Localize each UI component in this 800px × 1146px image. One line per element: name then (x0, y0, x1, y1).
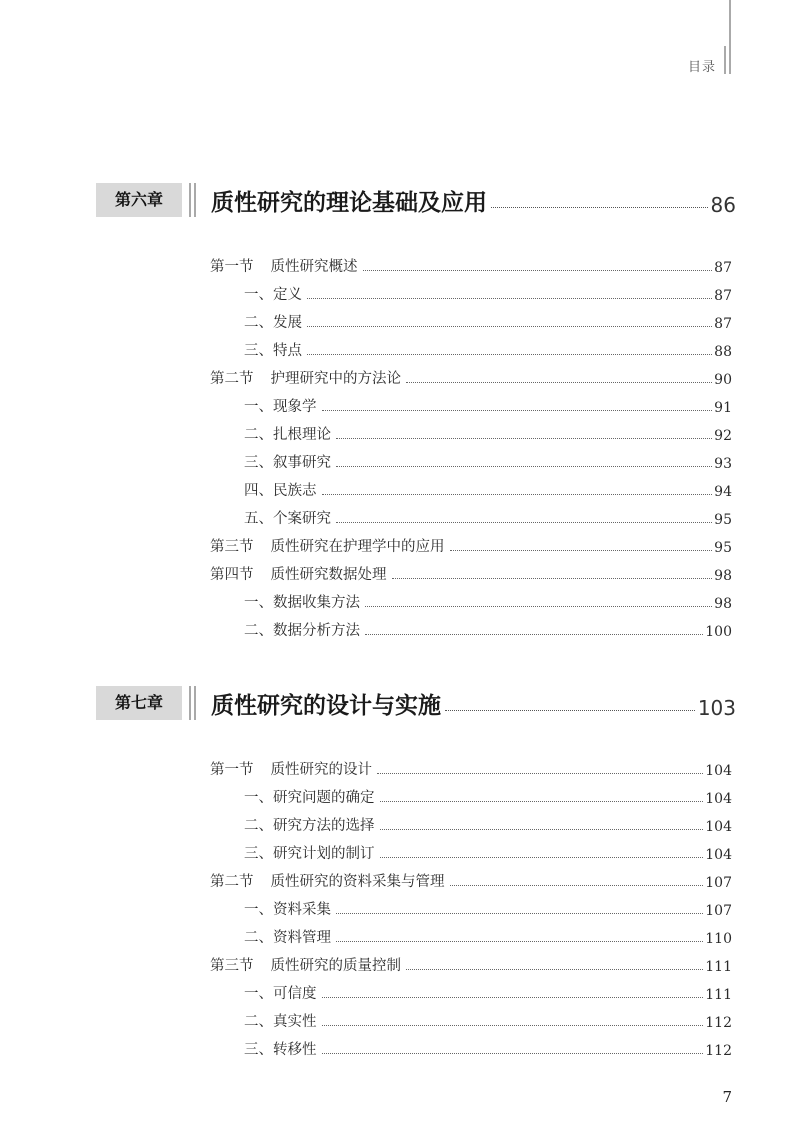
chapter-heading[interactable] (96, 183, 736, 219)
page-number: 7 (722, 1088, 732, 1106)
section-label: 第三节 (210, 958, 254, 974)
dot-leader (406, 969, 703, 970)
entry-title: 二、发展 (244, 315, 302, 331)
entry-page-number: 110 (705, 931, 732, 947)
entry-title: 质性研究概述 (270, 259, 358, 275)
toc-section-entry[interactable] (210, 955, 732, 975)
dot-leader (491, 207, 708, 208)
entry-page-number: 95 (714, 512, 732, 528)
entry-page-number: 112 (705, 1043, 732, 1059)
toc-item-entry[interactable] (244, 424, 732, 444)
toc-section-entry[interactable] (210, 536, 732, 556)
header-rule (724, 46, 726, 74)
dot-leader (322, 1053, 704, 1054)
toc-item-entry[interactable] (244, 843, 732, 863)
entry-page-number: 107 (705, 875, 732, 891)
entry-page-number: 91 (714, 400, 732, 416)
entry-title: 质性研究在护理学中的应用 (270, 539, 445, 555)
section-label: 第一节 (210, 259, 254, 275)
dot-leader (380, 801, 704, 802)
section-label: 第二节 (210, 874, 254, 890)
entry-title: 一、现象学 (244, 399, 317, 415)
toc-item-entry[interactable] (244, 480, 732, 500)
toc-item-entry[interactable] (244, 508, 732, 528)
entry-title: 一、研究问题的确定 (244, 790, 375, 806)
dot-leader (450, 885, 704, 886)
entry-page-number: 93 (714, 456, 732, 472)
toc-item-entry[interactable] (244, 396, 732, 416)
toc-section-entry[interactable] (210, 871, 732, 891)
entry-page-number: 104 (705, 791, 732, 807)
chapter-rule (189, 686, 191, 720)
toc-item-entry[interactable] (244, 592, 732, 612)
entry-title: 质性研究的质量控制 (270, 958, 401, 974)
dot-leader (380, 857, 704, 858)
entry-page-number: 87 (714, 260, 732, 276)
entry-page-number: 100 (705, 624, 732, 640)
toc-item-entry[interactable] (244, 927, 732, 947)
chapter-page-number: 86 (710, 193, 736, 217)
entry-title: 三、研究计划的制订 (244, 846, 375, 862)
entry-title: 二、扎根理论 (244, 427, 331, 443)
chapter-title-line (211, 686, 736, 720)
entry-page-number: 104 (705, 819, 732, 835)
toc-item-entry[interactable] (244, 899, 732, 919)
entry-title: 四、民族志 (244, 483, 317, 499)
dot-leader (365, 606, 712, 607)
entry-page-number: 90 (714, 372, 732, 388)
entry-title: 质性研究数据处理 (270, 567, 387, 583)
entry-title: 一、可信度 (244, 986, 317, 1002)
toc-section-entry[interactable] (210, 564, 732, 584)
section-label: 第一节 (210, 762, 254, 778)
chapter-title-line (211, 183, 736, 217)
chapter-label-box: 第六章 (96, 183, 182, 217)
toc-item-entry[interactable] (244, 340, 732, 360)
running-head: 目录 (687, 60, 716, 75)
dot-leader (336, 438, 712, 439)
dot-leader (365, 634, 703, 635)
dot-leader (336, 522, 712, 523)
toc-item-entry[interactable] (244, 1011, 732, 1031)
entry-page-number: 111 (705, 959, 732, 975)
dot-leader (322, 997, 704, 998)
toc-item-entry[interactable] (244, 452, 732, 472)
toc-item-entry[interactable] (244, 284, 732, 304)
chapter-label-box: 第七章 (96, 686, 182, 720)
entry-title: 一、定义 (244, 287, 302, 303)
chapter-rule (194, 183, 196, 217)
dot-leader (445, 710, 695, 711)
entry-title: 一、资料采集 (244, 902, 331, 918)
entry-title: 二、数据分析方法 (244, 623, 360, 639)
dot-leader (336, 913, 703, 914)
toc-item-entry[interactable] (244, 787, 732, 807)
entry-page-number: 98 (714, 568, 732, 584)
entry-page-number: 104 (705, 763, 732, 779)
entry-title: 三、叙事研究 (244, 455, 331, 471)
toc-item-entry[interactable] (244, 620, 732, 640)
dot-leader (377, 773, 703, 774)
toc-section-entry[interactable] (210, 256, 732, 276)
chapter-rule (194, 686, 196, 720)
toc-item-entry[interactable] (244, 983, 732, 1003)
entry-title: 二、真实性 (244, 1014, 317, 1030)
dot-leader (322, 494, 713, 495)
dot-leader (322, 410, 713, 411)
entry-title: 一、数据收集方法 (244, 595, 360, 611)
dot-leader (392, 578, 713, 579)
dot-leader (307, 354, 712, 355)
entry-title: 三、特点 (244, 343, 302, 359)
toc-item-entry[interactable] (244, 1039, 732, 1059)
toc-section-entry[interactable] (210, 368, 732, 388)
section-label: 第四节 (210, 567, 254, 583)
dot-leader (307, 298, 712, 299)
chapter-rule (189, 183, 191, 217)
chapter-title: 质性研究的设计与实施 (211, 693, 441, 719)
entry-page-number: 98 (714, 596, 732, 612)
entry-page-number: 95 (714, 540, 732, 556)
dot-leader (307, 326, 712, 327)
dot-leader (322, 1025, 704, 1026)
entry-title: 三、转移性 (244, 1042, 317, 1058)
header-rule (729, 0, 731, 74)
dot-leader (336, 941, 703, 942)
entry-title: 护理研究中的方法论 (270, 371, 401, 387)
entry-page-number: 92 (714, 428, 732, 444)
entry-title: 质性研究的设计 (270, 762, 372, 778)
dot-leader (363, 270, 713, 271)
toc-section-entry[interactable] (210, 759, 732, 779)
entry-title: 二、研究方法的选择 (244, 818, 375, 834)
chapter-page-number: 103 (697, 696, 736, 720)
entry-page-number: 104 (705, 847, 732, 863)
toc-item-entry[interactable] (244, 312, 732, 332)
entry-page-number: 111 (705, 987, 732, 1003)
toc-item-entry[interactable] (244, 815, 732, 835)
entry-page-number: 94 (714, 484, 732, 500)
dot-leader (406, 382, 712, 383)
dot-leader (450, 550, 713, 551)
entry-page-number: 87 (714, 316, 732, 332)
entry-page-number: 87 (714, 288, 732, 304)
entry-page-number: 112 (705, 1015, 732, 1031)
entry-title: 五、个案研究 (244, 511, 331, 527)
entry-page-number: 107 (705, 903, 732, 919)
dot-leader (380, 829, 704, 830)
chapter-title: 质性研究的理论基础及应用 (211, 190, 487, 216)
chapter-heading[interactable] (96, 686, 736, 722)
section-label: 第三节 (210, 539, 254, 555)
dot-leader (336, 466, 712, 467)
entry-title: 质性研究的资料采集与管理 (270, 874, 445, 890)
entry-page-number: 88 (714, 344, 732, 360)
section-label: 第二节 (210, 371, 254, 387)
entry-title: 二、资料管理 (244, 930, 331, 946)
